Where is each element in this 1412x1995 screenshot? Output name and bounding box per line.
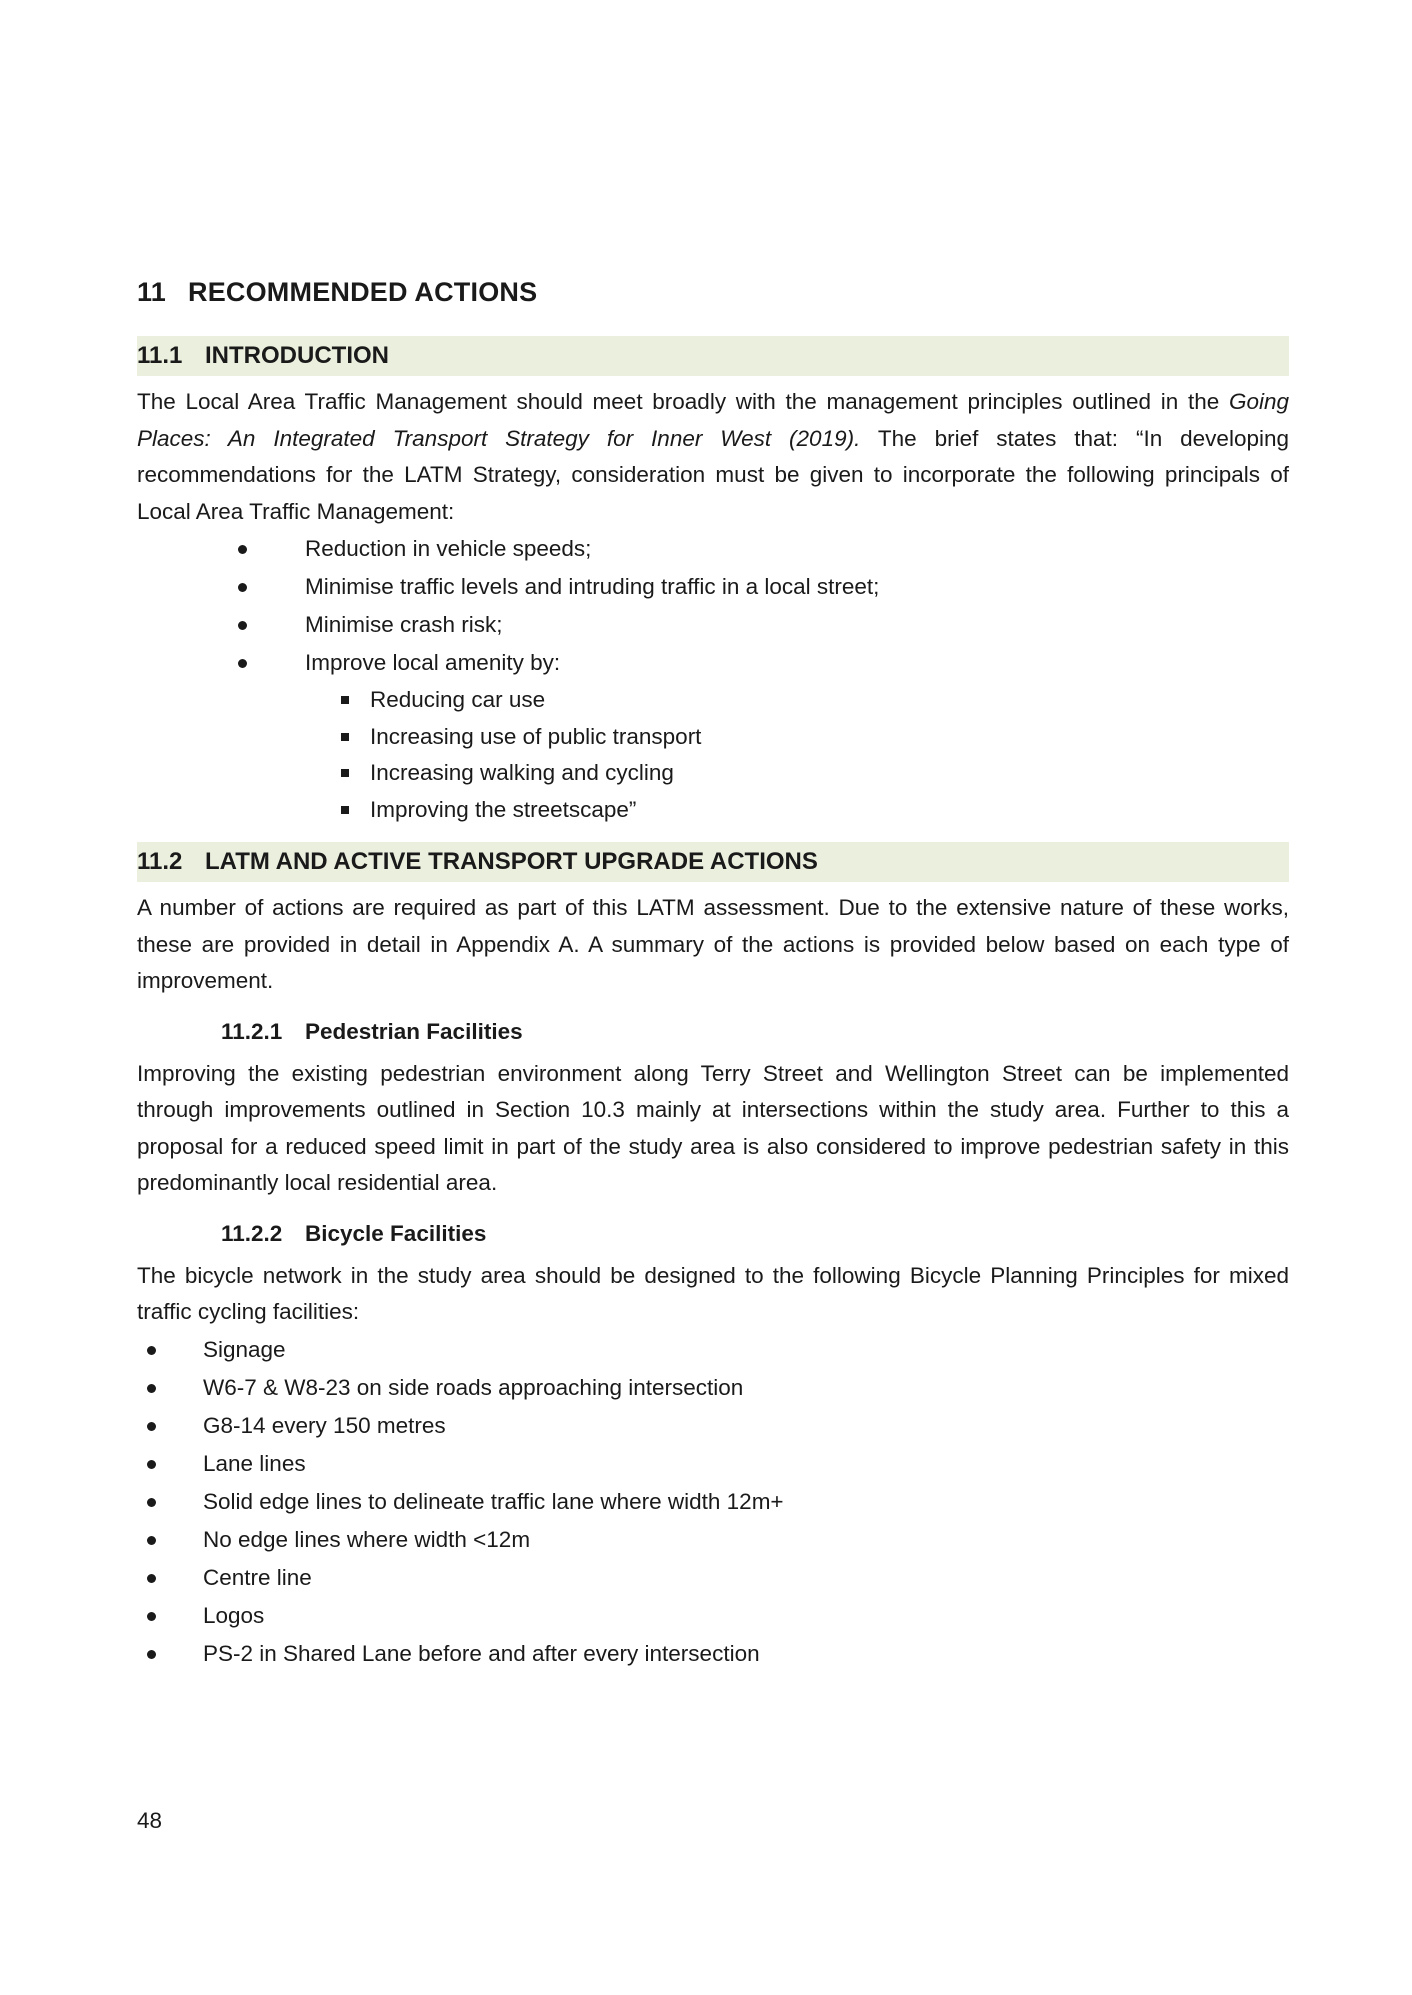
intro-paragraph xyxy=(137,384,1289,530)
list-item: W6-7 & W8-23 on side roads approaching intersection xyxy=(137,1369,1289,1407)
list-item: Signage xyxy=(137,1331,1289,1369)
bullet-icon xyxy=(147,1384,156,1393)
square-bullet-icon xyxy=(341,733,349,741)
pedestrian-heading xyxy=(137,1014,1289,1050)
list-item: G8-14 every 150 metres xyxy=(137,1407,1289,1445)
pedestrian-title: Pedestrian Facilities xyxy=(305,1018,523,1044)
square-bullet-icon xyxy=(341,696,349,704)
page-content xyxy=(137,270,1289,1673)
intro-number: 11.1 xyxy=(137,342,183,369)
bullet-icon xyxy=(147,1498,156,1507)
square-bullet-icon xyxy=(341,769,349,777)
pedestrian-paragraph: Improving the existing pedestrian environment along Terry Street and Wellington Street can be implemented through improvements outlined in Section 10.3 mainly at intersections within the study area. Further to this a proposal for a reduced speed limit in part of the study area is also considered to improve pedestrian safety in this predominantly local residential area. xyxy=(137,1060,1289,1195)
intro-sub-bullet-list xyxy=(137,682,1289,828)
bicycle-paragraph: The bicycle network in the study area should be designed to the following Bicycle Planning Principles for mixed traffic cycling facilities: xyxy=(137,1262,1289,1324)
list-item: Lane lines xyxy=(137,1445,1289,1483)
pedestrian-number: 11.2.1 xyxy=(221,1018,283,1044)
intro-heading xyxy=(137,336,1289,376)
bicycle-title: Bicycle Facilities xyxy=(305,1220,487,1246)
section-title: RECOMMENDED ACTIONS xyxy=(188,277,538,307)
intro-title: INTRODUCTION xyxy=(205,342,389,369)
list-item: Reducing car use xyxy=(137,682,1289,719)
intro-para-start: The Local Area Traffic Management should meet broadly with the management principles outlined in the xyxy=(137,389,1229,414)
bullet-icon xyxy=(238,545,247,554)
bullet-icon xyxy=(147,1612,156,1621)
section-number: 11 xyxy=(137,277,166,307)
list-item: Minimise traffic levels and intruding traffic in a local street; xyxy=(137,568,1289,606)
list-item: Increasing walking and cycling xyxy=(137,755,1289,792)
list-item: No edge lines where width <12m xyxy=(137,1521,1289,1559)
section-heading xyxy=(137,270,1289,314)
list-item: Improving the streetscape” xyxy=(137,792,1289,829)
list-item: Solid edge lines to delineate traffic lane where width 12m+ xyxy=(137,1483,1289,1521)
bicycle-bullet-list xyxy=(137,1331,1289,1673)
bullet-icon xyxy=(238,659,247,668)
bullet-icon xyxy=(147,1650,156,1659)
list-item: Increasing use of public transport xyxy=(137,719,1289,756)
bullet-icon xyxy=(147,1574,156,1583)
actions-title: LATM AND ACTIVE TRANSPORT UPGRADE ACTIONS xyxy=(205,848,818,875)
intro-strategy-title: Going Places: An Integrated Transport Strategy for Inner West (2019). xyxy=(137,389,1289,451)
list-item: Centre line xyxy=(137,1559,1289,1597)
bicycle-number: 11.2.2 xyxy=(221,1220,283,1246)
list-item: Reduction in vehicle speeds; xyxy=(137,530,1289,568)
intro-bullet-list xyxy=(137,530,1289,682)
actions-number: 11.2 xyxy=(137,848,183,875)
bullet-icon xyxy=(238,583,247,592)
list-item: Logos xyxy=(137,1597,1289,1635)
bicycle-heading xyxy=(137,1216,1289,1252)
list-item: Minimise crash risk; xyxy=(137,606,1289,644)
bullet-icon xyxy=(238,621,247,630)
actions-heading xyxy=(137,842,1289,882)
bullet-icon xyxy=(147,1460,156,1469)
bullet-icon xyxy=(147,1422,156,1431)
list-item: PS-2 in Shared Lane before and after every intersection xyxy=(137,1635,1289,1673)
bullet-icon xyxy=(147,1536,156,1545)
intro-para-end: The brief states that: “In developing recommendations for the LATM Strategy, consideration must be given to incorporate the following principals of Local Area Traffic Management: xyxy=(137,425,1290,524)
page-number: 48 xyxy=(137,1808,163,1833)
list-item: Improve local amenity by: xyxy=(137,644,1289,682)
square-bullet-icon xyxy=(341,806,349,814)
bullet-icon xyxy=(147,1346,156,1355)
actions-paragraph: A number of actions are required as part of this LATM assessment. Due to the extensive nature of these works, these are provided in detail in Appendix A. A summary of the actions is provided below based on each type of improvement. xyxy=(137,895,1289,993)
